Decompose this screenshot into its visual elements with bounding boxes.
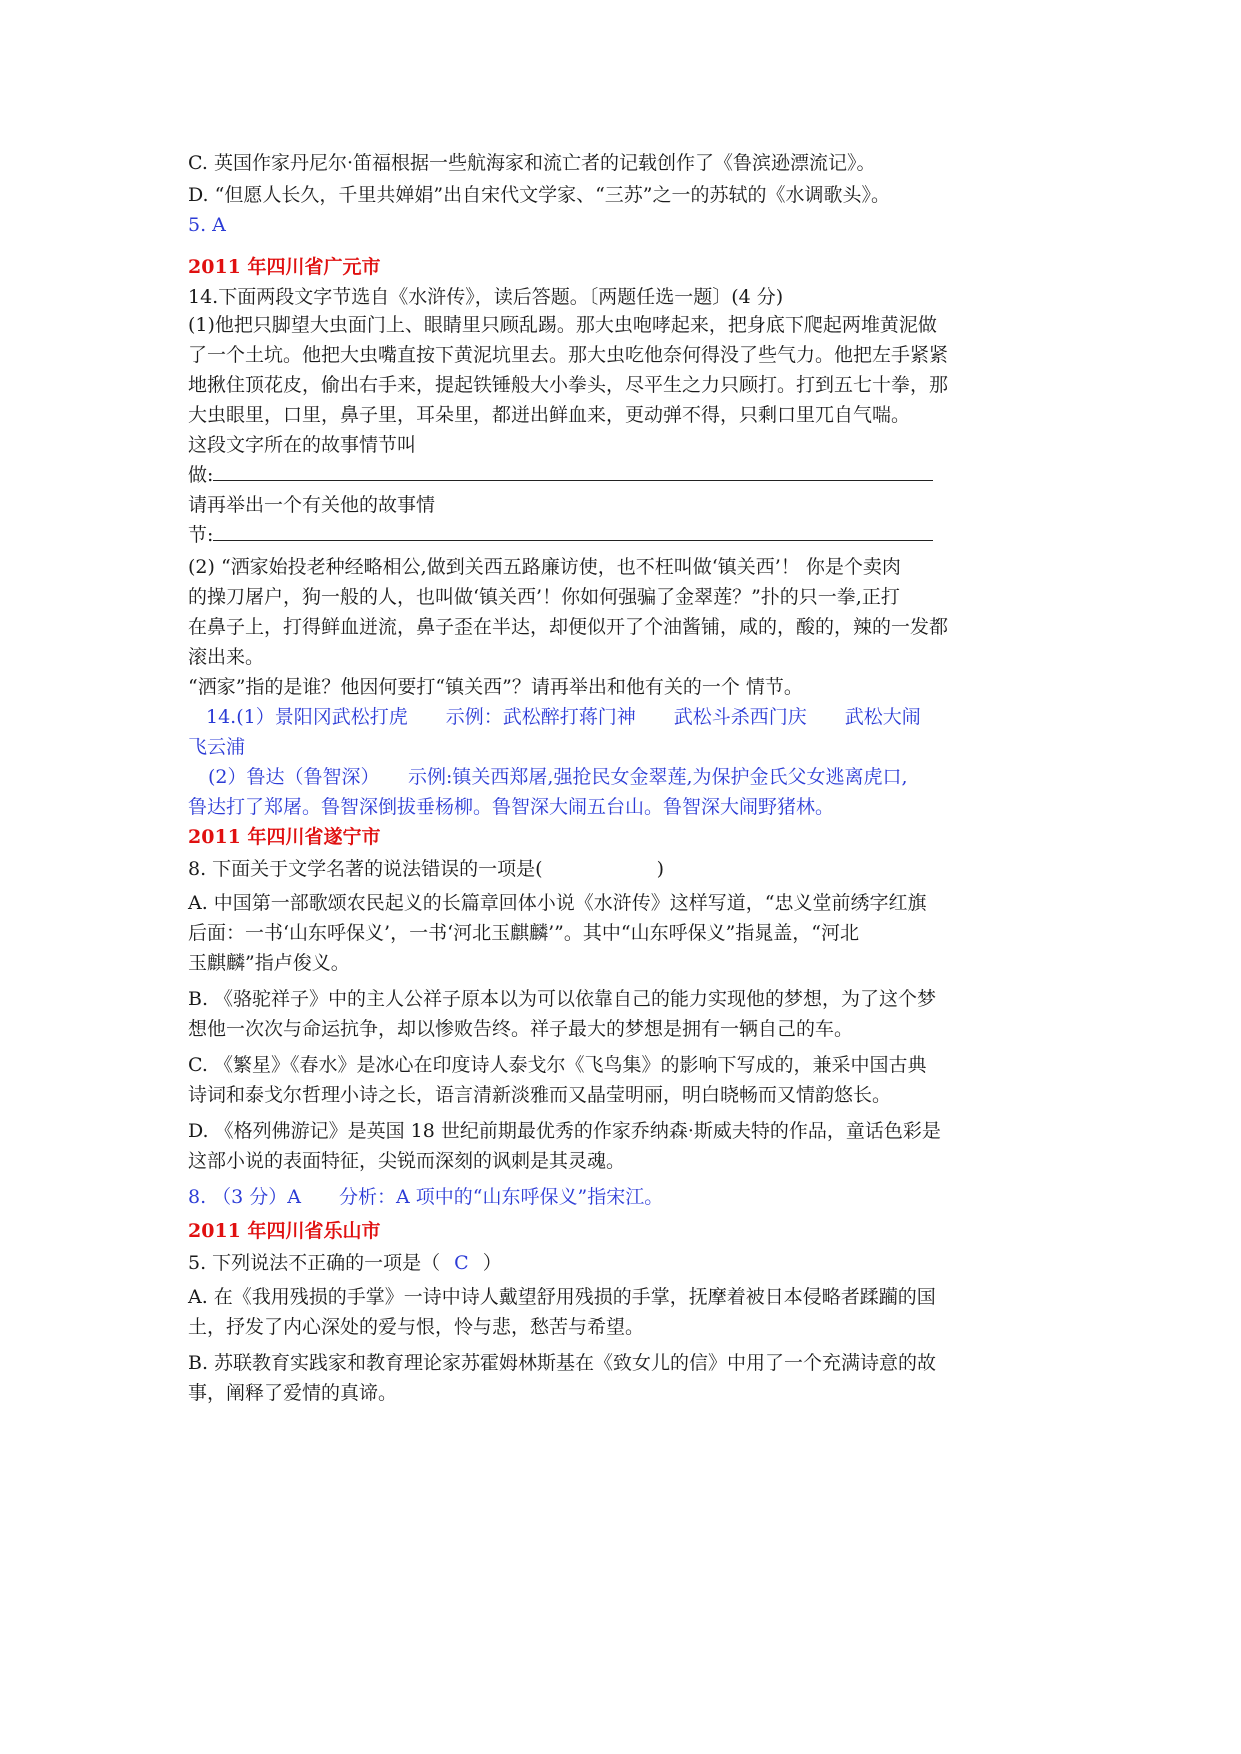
q14-p1-line: 地揪住顶花皮，偷出右手来，提起铁锤般大小拳头，尽平生之力只顾打。打到五七十拳，那: [188, 374, 949, 396]
q8-option-d: 这部小说的表面特征，尖锐而深刻的讽刺是其灵魂。: [188, 1150, 626, 1172]
q8-option-c: 诗词和泰戈尔哲理小诗之长，语言清新淡雅而又晶莹明丽，明白晓畅而又情韵悠长。: [188, 1084, 892, 1106]
q14-1-label: 做:: [188, 464, 214, 486]
q14-answer-1: 14.(1）景阳冈武松打虎 示例：武松醉打蒋门神 武松斗杀西门庆 武松大闹: [206, 706, 921, 728]
q8-option-c: C. 《繁星》《春水》是冰心在印度诗人泰戈尔《飞鸟集》的影响下写成的，兼采中国古典: [188, 1054, 927, 1076]
q8-option-a: 后面：一书‘山东呼保义’，一书‘河北玉麒麟’”。其中“山东呼保义”指晁盖，“河北: [188, 922, 860, 944]
q14-1-question: 这段文字所在的故事情节叫: [188, 434, 417, 456]
q14-p1-line: 了一个土坑。他把大虫嘴直按下黄泥坑里去。那大虫吃他奈何得没了些气力。他把左手紧紧: [188, 344, 949, 366]
q14-p2-line: 在鼻子上，打得鲜血迸流，鼻子歪在半达，却便似开了个油酱铺，咸的，酸的，辣的一发都: [188, 616, 949, 638]
prev-option-d: D. “但愿人长久，千里共婵娟”出自宋代文学家、“三苏”之一的苏轼的《水调歌头》。: [188, 184, 890, 206]
q14-stem: 14.下面两段文字节选自《水浒传》，读后答题。〔两题任选一题〕(4 分): [188, 286, 784, 308]
q8-option-a: A. 中国第一部歌颂农民起义的长篇章回体小说《水浒传》这样写道，“忠义堂前绣字红旗: [188, 892, 927, 914]
q14-1b-question: 请再举出一个有关他的故事情: [188, 494, 436, 516]
heading-guangyuan: 2011 年四川省广元市: [188, 256, 381, 278]
q14-p1-line: 大虫眼里，口里，鼻子里，耳朵里，都迸出鲜血来，更动弹不得，只剩口里兀自气喘。: [188, 404, 911, 426]
q8-option-b: B. 《骆驼祥子》中的主人公祥子原本以为可以依靠自己的能力实现他的梦想，为了这个梦: [188, 988, 937, 1010]
prev-option-c: C. 英国作家丹尼尔·笛福根据一些航海家和流亡者的记载创作了《鲁滨逊漂流记》。: [188, 152, 876, 174]
q14-p2-line: 滚出来。: [188, 646, 265, 668]
q5-option-b: 事，阐释了爱情的真谛。: [188, 1382, 398, 1404]
q5-option-b: B. 苏联教育实践家和教育理论家苏霍姆林斯基在《致女儿的信》中用了一个充满诗意的故: [188, 1352, 937, 1374]
q14-1b-label: 节:: [188, 524, 214, 546]
q14-1b-answer-line: [188, 520, 940, 547]
q14-p2-line: 的操刀屠户，狗一般的人，也叫做‘镇关西’！你如何强骗了金翠莲？”扑的只一拳,正打: [188, 586, 900, 608]
q8-option-d: D. 《格列佛游记》是英国 18 世纪前期最优秀的作家乔纳森·斯威夫特的作品，童话色彩是: [188, 1120, 941, 1142]
heading-leshan: 2011 年四川省乐山市: [188, 1220, 381, 1242]
q8-stem: 8. 下面关于文学名著的说法错误的一项是( ): [188, 858, 664, 880]
q14-answer-1-cont: 飞云浦: [188, 736, 246, 758]
q5-option-a: A. 在《我用残损的手掌》一诗中诗人戴望舒用残损的手掌，抚摩着被日本侵略者蹂躏的国: [188, 1286, 936, 1308]
q14-1-answer-line: [188, 460, 940, 487]
q8-option-b: 想他一次次与命运抗争，却以惨败告终。祥子最大的梦想是拥有一辆自己的车。: [188, 1018, 854, 1040]
answer-blank[interactable]: [213, 462, 933, 481]
q14-p1-line: (1)他把只脚望大虫面门上、眼睛里只顾乱踢。那大虫咆哮起来，把身底下爬起两堆黄泥做: [188, 314, 937, 336]
prev-answer: 5. A: [188, 214, 226, 236]
q14-p2-line: (2) “洒家始投老种经略相公,做到关西五路廉访使，也不枉叫做‘镇关西’！ 你是个卖肉: [188, 556, 901, 578]
q8-option-a: 玉麒麟”指卢俊义。: [188, 952, 350, 974]
q14-answer-2: (2）鲁达（鲁智深） 示例:镇关西郑屠,强抢民女金翠莲,为保护金氏父女逃离虎口,: [208, 766, 908, 788]
q5-stem-text: 5. 下列说法不正确的一项是（: [188, 1252, 441, 1274]
q5-stem-close: ）: [482, 1252, 502, 1274]
answer-blank[interactable]: [213, 522, 933, 541]
q14-answer-2-cont: 鲁达打了郑屠。鲁智深倒拔垂杨柳。鲁智深大闹五台山。鲁智深大闹野猪林。: [188, 796, 835, 818]
q14-2-question: “洒家”指的是谁？他因何要打“镇关西”？请再举出和他有关的一个 情节。: [188, 676, 803, 698]
heading-suining: 2011 年四川省遂宁市: [188, 826, 381, 848]
q5-stem: [188, 1248, 502, 1275]
q5-option-a: 土，抒发了内心深处的爱与恨，怜与悲，愁苦与希望。: [188, 1316, 645, 1338]
q5-answer-letter: C: [454, 1252, 469, 1274]
q8-answer: 8. （3 分）A 分析：A 项中的“山东呼保义”指宋江。: [188, 1186, 664, 1208]
